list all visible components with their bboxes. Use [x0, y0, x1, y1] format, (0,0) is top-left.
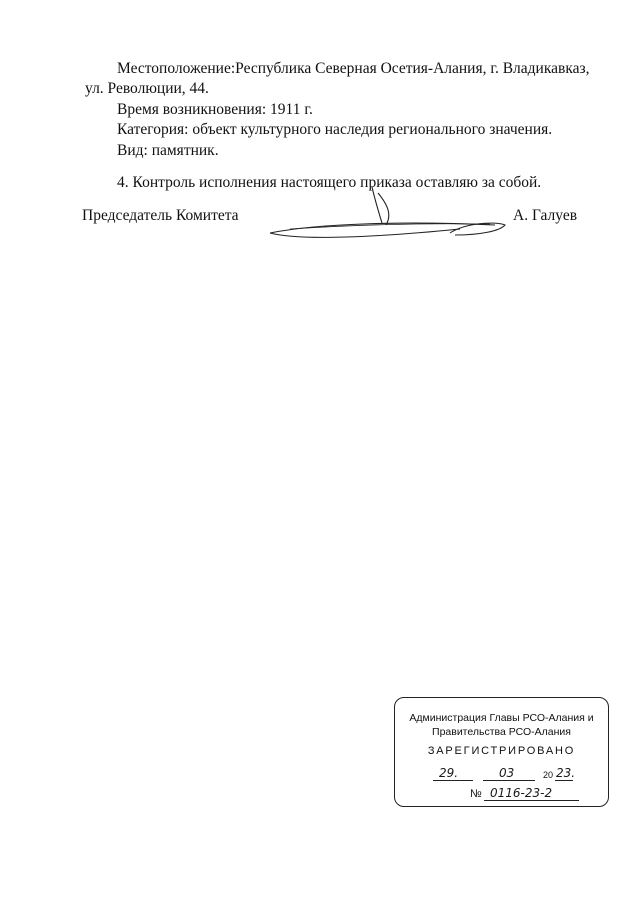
clause-4: 4. Контроль исполнения настоящего приказа оставляю за собой. — [117, 174, 542, 191]
stamp-date — [425, 764, 595, 782]
stamp-number-label: № — [470, 788, 482, 800]
signatory-title: Председатель Комитета — [82, 207, 239, 224]
category-line: Категория: объект культурного наследия регионального значения. — [117, 121, 553, 138]
stamp-number-value: 0116-23-2 — [490, 786, 553, 800]
stamp-month: 03 — [499, 766, 515, 780]
location-continuation: ул. Революции, 44. — [85, 80, 209, 97]
signatory-name: А. Галуев — [513, 207, 578, 224]
kind-line: Вид: памятник. — [117, 142, 219, 159]
registration-stamp — [394, 697, 609, 807]
stamp-day: 29. — [439, 766, 459, 780]
location-label: Местоположение: — [117, 60, 236, 77]
stamp-year-prefix: 20 — [543, 770, 554, 780]
stamp-number — [470, 786, 590, 802]
time-line: Время возникновения: 1911 г. — [117, 101, 313, 118]
location-line — [117, 60, 590, 78]
stamp-org-line-2: Правительства РСО-Алания — [432, 726, 571, 738]
location-value: Республика Северная Осетия-Алания, г. Владикавказ, — [235, 60, 590, 77]
stamp-registered: ЗАРЕГИСТРИРОВАНО — [427, 745, 576, 757]
stamp-org-line-1: Администрация Главы РСО-Алания и — [409, 712, 594, 724]
stamp-year-suffix: 23. — [556, 766, 576, 780]
handwritten-signature — [260, 185, 520, 245]
